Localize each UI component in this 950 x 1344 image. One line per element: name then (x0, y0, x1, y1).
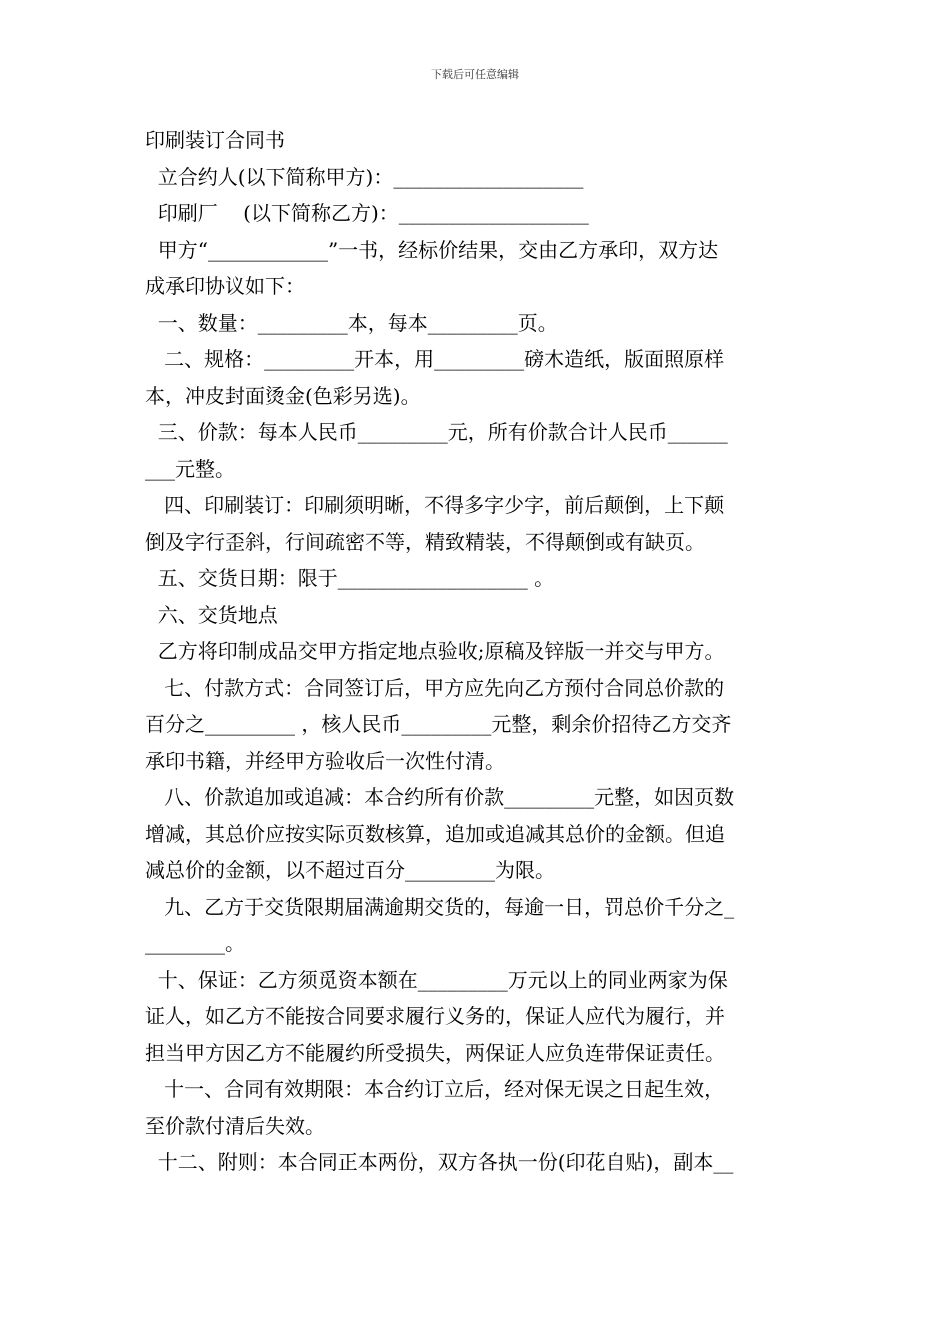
clause-6-delivery-detail: 乙方将印制成品交甲方指定地点验收;原稿及锌版一并交与甲方。 (145, 639, 725, 663)
clause-1-quantity: 一、数量：_________本，每本_________页。 (145, 310, 558, 335)
clause-11-validity-line-2: 至价款付清后失效。 (145, 1113, 325, 1138)
document-title: 印刷装订合同书 (145, 128, 285, 152)
clause-7-payment-line-3: 承印书籍，并经甲方验收后一次性付清。 (145, 748, 505, 773)
preamble-line-1: 甲方“____________”一书，经标价结果，交由乙方承印，双方达 (145, 237, 719, 262)
contract-document (145, 122, 810, 1181)
clause-10-guarantee-line-1: 十、保证：乙方须觅资本额在_________万元以上的同业两家为保 (145, 967, 728, 992)
clause-6-delivery-place: 六、交货地点 (145, 602, 278, 627)
clause-10-guarantee-line-2: 证人，如乙方不能按合同要求履行义务的，保证人应代为履行，并 (145, 1004, 725, 1028)
clause-10-guarantee-line-3: 担当甲方因乙方不能履约所受损失，两保证人应负连带保证责任。 (145, 1040, 725, 1065)
clause-3-price-line-1: 三、价款：每本人民币_________元，所有价款合计人民币______ (145, 420, 728, 444)
clause-4-binding-line-2: 倒及字行歪斜，行间疏密不等，精致精装，不得颠倒或有缺页。 (145, 529, 705, 554)
clause-2-spec-line-1: 二、规格：_________开本，用_________磅木造纸，版面照原样 (145, 347, 725, 371)
clause-7-payment-line-2: 百分之_________ ，核人民币_________元整，剩余价招待乙方交齐 (145, 712, 732, 736)
clause-8-adjust-line-1: 八、价款追加或追减：本合约所有价款_________元整，如因页数 (145, 785, 735, 809)
clause-3-price-line-2: ___元整。 (145, 456, 235, 481)
clause-8-adjust-line-3: 减总价的金额，以不超过百分_________为限。 (145, 858, 555, 882)
preamble-line-2: 成承印协议如下： (145, 274, 305, 298)
party-a-line: 立合约人(以下简称甲方)：___________________ (145, 164, 584, 189)
party-b-line: 印刷厂 (以下简称乙方)：___________________ (145, 201, 589, 225)
clause-7-payment-line-1: 七、付款方式：合同签订后，甲方应先向乙方预付合同总价款的 (145, 675, 725, 700)
clause-11-validity-line-1: 十一、合同有效期限：本合约订立后，经对保无误之日起生效， (145, 1077, 725, 1101)
clause-9-penalty-line-1: 九、乙方于交货限期届满逾期交货的，每逾一日，罚总价千分之_ (145, 894, 735, 919)
clause-2-spec-line-2: 本，冲皮封面烫金(色彩另选)。 (145, 383, 421, 408)
clause-12-appendix-line-1: 十二、附则：本合同正本两份，双方各执一份(印花自贴)，副本__ (145, 1150, 734, 1174)
clause-4-binding-line-1: 四、印刷装订：印刷须明晰，不得多字少字，前后颠倒，上下颠 (145, 493, 725, 517)
clause-5-delivery-date: 五、交货日期：限于___________________ 。 (145, 566, 555, 590)
clause-8-adjust-line-2: 增减，其总价应按实际页数核算，追加或追减其总价的金额。但追 (145, 821, 725, 846)
clause-9-penalty-line-2: ________。 (145, 931, 245, 955)
page-header-note: 下载后可任意编辑 (431, 68, 519, 81)
